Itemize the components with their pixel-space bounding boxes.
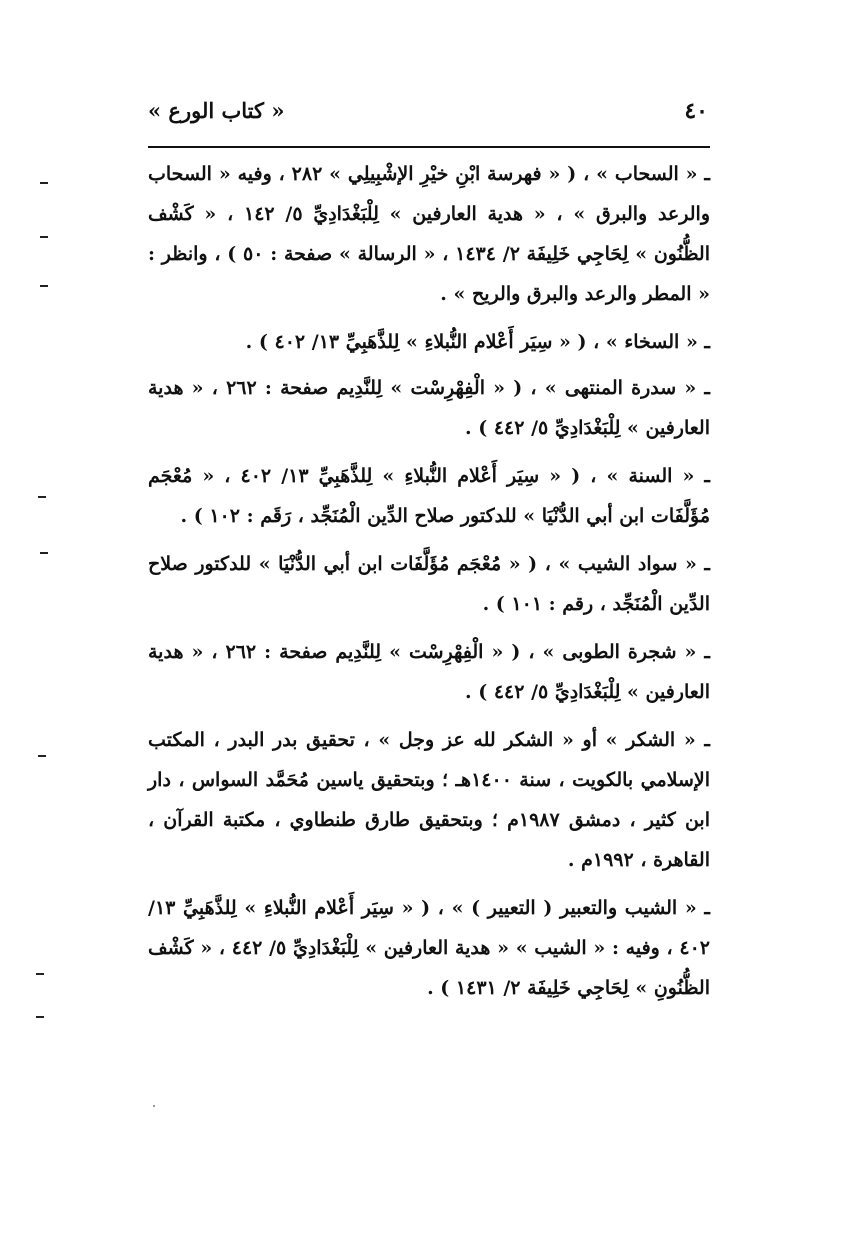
entry-shayb-wal-tabir: ـ « الشيب والتعبير ( التعيير ) » ، ( « سِيَر أَعْلام النُّبلاءِ » لِلذَّهَبِيِّ ١٣/ ٤٠٢ ، وفيه : « الشيب » « هدية العارفين » لِلْبَغْدَادِيِّ ٥/ ٤٤٢ ، « كَشْف الظُّنُونِ » لِحَاجِي خَلِيفَة ٢/ ١٤٣١ ) .: [148, 897, 710, 999]
page-number: ٤٠: [684, 98, 708, 124]
margin-mark: [40, 552, 48, 554]
speck: [153, 1105, 155, 1107]
margin-mark: [36, 973, 44, 975]
running-title: « كتاب الورع »: [148, 98, 285, 123]
bibliography-list: [148, 154, 710, 1016]
entry-sakha: ـ « السخاء » ، ( « سِيَر أَعْلام النُّبلاءِ » لِلذَّهَبِيِّ ١٣/ ٤٠٢ ) .: [245, 331, 710, 353]
margin-mark: [40, 285, 48, 287]
entry-sunna: ـ « السنة » ، ( « سِيَر أَعْلام النُّبلاءِ » لِلذَّهَبِيِّ ١٣/ ٤٠٢ ، « مُعْجَم مُؤَلَّفَات ابن أبي الدُّنْيَا » للدكتور صلاح الدِّين الْمُنَجِّد ، رَقَم : ١٠٢ ) .: [148, 465, 710, 527]
margin-mark: [36, 1016, 44, 1018]
margin-mark: [38, 496, 46, 498]
margin-mark: [38, 755, 46, 757]
page-header: [148, 92, 708, 140]
entry-shukr: ـ « الشكر » أو « الشكر لله عز وجل » ، تحقيق بدر البدر ، المكتب الإسلامي بالكويت ، سنة ١٤٠٠هـ ؛ وبتحقيق ياسين مُحَمَّد السواس ، دار ابن كثير ، دمشق ١٩٨٧م ؛ وبتحقيق طارق طنطاوي ، مكتبة القرآن ، القاهرة ، ١٩٩٢م .: [148, 729, 711, 871]
entry-sawad-al-shayb: ـ « سواد الشيب » ، ( « مُعْجَم مُؤَلَّفَات ابن أبي الدُّنْيَا » للدكتور صلاح الدِّين الْمُنَجِّد ، رقم : ١٠١ ) .: [148, 553, 710, 615]
margin-mark: [40, 182, 48, 184]
entry-shajarat-al-tuba: ـ « شجرة الطوبى » ، ( « الْفِهْرِسْت » لِلنَّدِيم صفحة : ٢٦٢ ، « هدية العارفين » لِلْبَغْدَادِيِّ ٥/ ٤٤٢ ) .: [148, 641, 710, 703]
margin-mark: [40, 236, 48, 238]
entry-sidrat-al-muntaha: ـ « سدرة المنتهى » ، ( « الْفِهْرِسْت » لِلنَّدِيم صفحة : ٢٦٢ ، « هدية العارفين » لِلْبَغْدَادِيِّ ٥/ ٤٤٢ ) .: [148, 377, 710, 439]
entry-sahab: ـ « السحاب » ، ( « فهرسة ابْنِ خيْرِ الإشْبِيلِي » ٢٨٢ ، وفيه « السحاب والرعد والبرق » ، « هدية العارفين » لِلْبَغْدَادِيِّ ٥/ ١٤٢ ، « كَشْف الظُّنُون » لِحَاجِي خَلِيفَة ٢/ ١٤٣٤ ، « الرسالة » صفحة : ٥٠ ) ، وانظر : « المطر والرعد والبرق والريح » .: [148, 163, 710, 305]
header-rule: [148, 146, 710, 148]
